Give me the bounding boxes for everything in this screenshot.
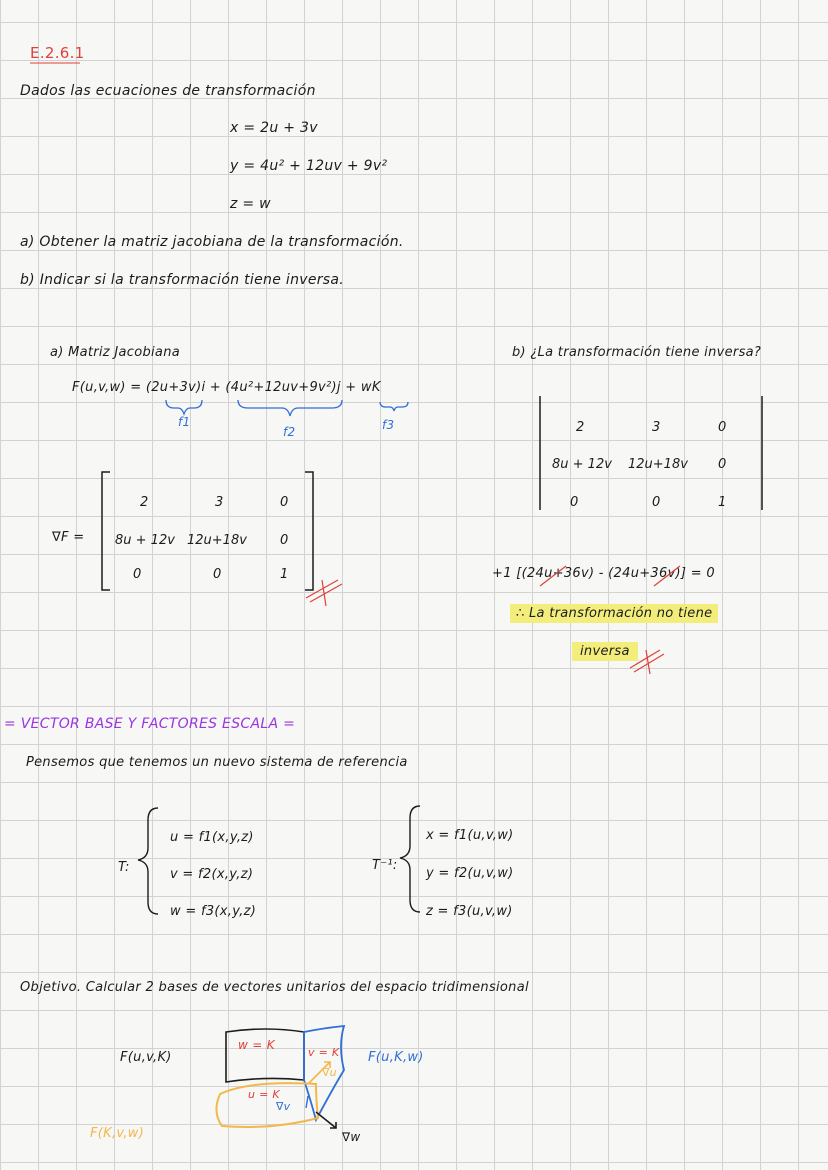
t-line: w = f3(x,y,z) xyxy=(170,904,257,919)
tinv-line: x = f1(u,v,w) xyxy=(426,828,514,843)
surface-v-label: v = K xyxy=(308,1046,340,1059)
grad-u-label: ∇u xyxy=(322,1066,337,1079)
det-cell: 8u + 12v xyxy=(552,457,612,472)
matrix-cell: 12u+18v xyxy=(187,533,247,548)
brace-t xyxy=(138,808,158,914)
matrix-bracket-right xyxy=(305,472,313,590)
equation-z: z = w xyxy=(230,196,271,212)
part-a-title: a) Matriz Jacobiana xyxy=(50,345,180,360)
grad-v-label: ∇v xyxy=(276,1100,291,1113)
t-line: v = f2(x,y,z) xyxy=(170,867,254,882)
brace-tinv xyxy=(400,806,420,912)
det-cell: 1 xyxy=(718,495,727,510)
label-f2: f2 xyxy=(283,425,296,439)
surface-u-label: u = K xyxy=(248,1088,280,1101)
question-b: b) Indicar si la transformación tiene inversa. xyxy=(20,272,345,288)
equation-x: x = 2u + 3v xyxy=(230,120,318,136)
equation-y: y = 4u² + 12uv + 9v² xyxy=(230,158,388,174)
matrix-cell: 8u + 12v xyxy=(115,533,175,548)
label-f-ukw: F(u,K,w) xyxy=(368,1050,424,1065)
tinv-line: z = f3(u,v,w) xyxy=(426,904,513,919)
brace-f3 xyxy=(380,402,408,411)
gradient-label: ∇F = xyxy=(52,530,85,545)
matrix-cell: 1 xyxy=(280,567,289,582)
brace-f1 xyxy=(166,400,202,414)
part-b-title: b) ¿La transformación tiene inversa? xyxy=(512,345,762,360)
surface-v xyxy=(304,1026,344,1120)
matrix-cell: 0 xyxy=(213,567,222,582)
determinant-calculation: +1 [(24u+36v) - (24u+36v)] = 0 xyxy=(492,566,715,581)
det-cell: 0 xyxy=(718,420,727,435)
matrix-bracket-left xyxy=(102,472,110,590)
matrix-cell: 3 xyxy=(215,495,224,510)
label-f3: f3 xyxy=(382,418,395,432)
exercise-number: E.2.6.1 xyxy=(30,44,85,62)
tinv-label: T⁻¹: xyxy=(372,858,398,873)
label-f1: f1 xyxy=(178,415,191,429)
t-line: u = f1(x,y,z) xyxy=(170,830,254,845)
tinv-line: y = f2(u,v,w) xyxy=(426,866,514,881)
det-cell: 12u+18v xyxy=(628,457,688,472)
objective-text: Objetivo. Calcular 2 bases de vectores unitarios del espacio tridimensional xyxy=(20,980,529,995)
det-cell: 2 xyxy=(576,420,585,435)
surface-w xyxy=(226,1029,304,1082)
question-a: a) Obtener la matriz jacobiana de la transformación. xyxy=(20,234,404,250)
conclusion-line2: inversa xyxy=(572,642,638,661)
matrix-cell: 2 xyxy=(140,495,149,510)
label-f-uvk: F(u,v,K) xyxy=(120,1050,172,1065)
section-title: = VECTOR BASE Y FACTORES ESCALA = xyxy=(4,716,296,732)
label-f-kvw: F(K,v,w) xyxy=(90,1126,145,1141)
intro-text: Dados las ecuaciones de transformación xyxy=(20,83,316,99)
surface-u xyxy=(216,1083,318,1127)
det-cell: 0 xyxy=(570,495,579,510)
det-cell: 3 xyxy=(652,420,661,435)
brace-f2 xyxy=(238,400,342,416)
part-a-function: F(u,v,w) = (2u+3v)i + (4u²+12uv+9v²)j + wK xyxy=(72,380,381,395)
det-cell: 0 xyxy=(652,495,661,510)
t-label: T: xyxy=(118,860,130,875)
matrix-cell: 0 xyxy=(133,567,142,582)
det-cell: 0 xyxy=(718,457,727,472)
surface-w-label: w = K xyxy=(238,1038,275,1052)
section-intro: Pensemos que tenemos un nuevo sistema de referencia xyxy=(26,755,408,770)
grad-w-label: ∇w xyxy=(342,1130,361,1144)
conclusion-line1: ∴ La transformación no tiene xyxy=(510,604,718,623)
matrix-cell: 0 xyxy=(280,533,289,548)
matrix-cell: 0 xyxy=(280,495,289,510)
